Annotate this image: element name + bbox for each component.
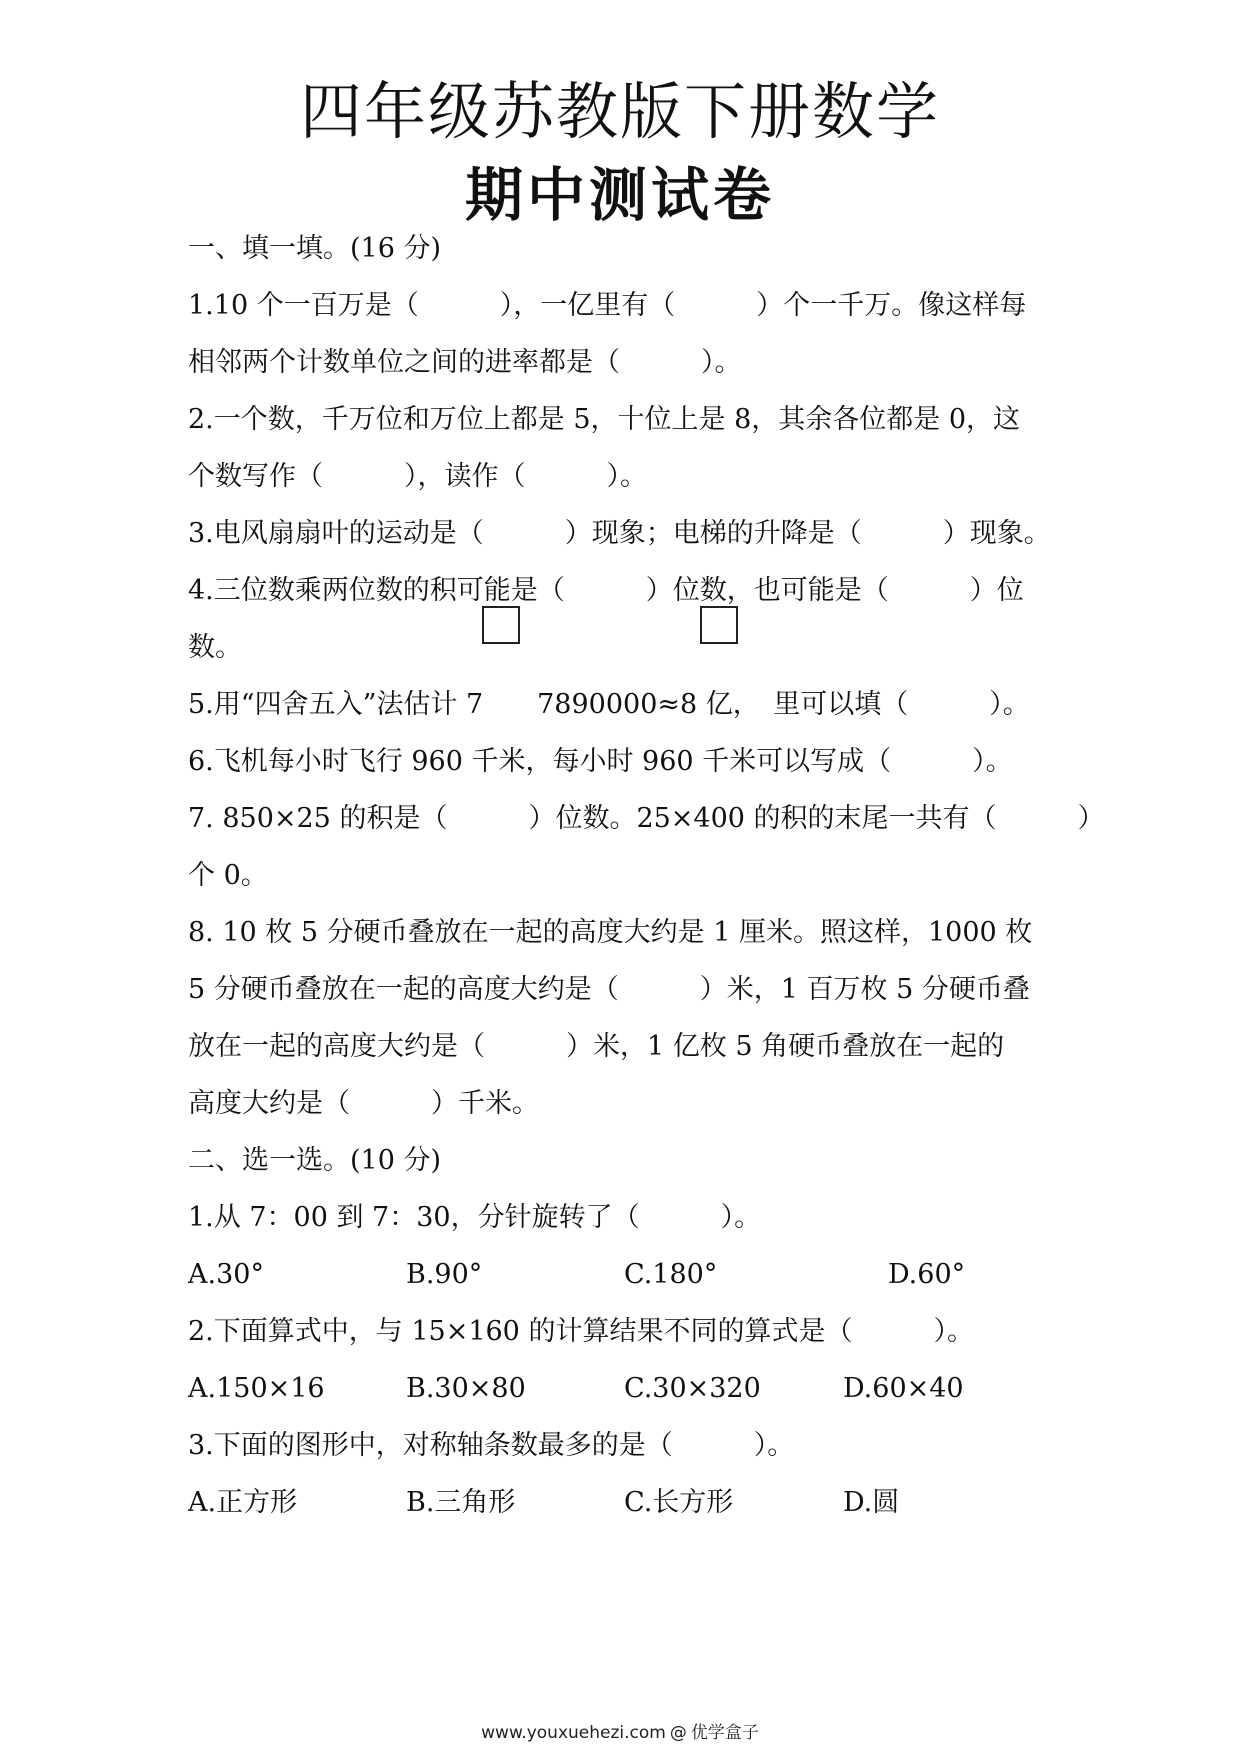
answer-box-1[interactable]: [482, 606, 520, 644]
footer-at: @: [669, 1723, 687, 1743]
footer: [0, 1718, 1240, 1743]
choice-q2-options: [188, 1360, 1068, 1417]
footer-url: www.youxuehezi.com: [481, 1723, 666, 1743]
choice-q2-stem: 2.下面算式中，与 15×160 的计算结果不同的算式是（ ）。: [188, 1316, 974, 1347]
choice-q1-stem: 1.从 7：00 到 7：30，分针旋转了（ ）。: [188, 1202, 762, 1233]
q2-line-1: 2.一个数，千万位和万位上都是 5，十位上是 8，其余各位都是 0，这: [188, 404, 1021, 435]
option-c: C.180°: [624, 1259, 718, 1290]
q6-line-1: 6.飞机每小时飞行 960 千米，每小时 960 千米可以写成（ ）。: [188, 746, 1013, 777]
option-b: B.30×80: [406, 1373, 526, 1404]
q8-line-2: 5 分硬币叠放在一起的高度大约是（ ）米，1 百万枚 5 分硬币叠: [188, 974, 1030, 1005]
option-a: A.30°: [188, 1259, 264, 1290]
option-d: D.圆: [843, 1487, 900, 1518]
choice-q3-options: [188, 1474, 1068, 1531]
option-a: A.正方形: [188, 1487, 298, 1518]
q4-line-1: 4.三位数乘两位数的积可能是（ ）位数，也可能是（ ）位: [188, 575, 1024, 606]
q1-line-2: 相邻两个计数单位之间的进率都是（ ）。: [188, 347, 742, 378]
choice-q1-options: [188, 1246, 1068, 1303]
page-title: 四年级苏教版下册数学: [299, 75, 940, 148]
choice-q3-stem: 3.下面的图形中，对称轴条数最多的是（ ）。: [188, 1430, 795, 1461]
option-b: B.90°: [406, 1259, 483, 1290]
q8-line-4: 高度大约是（ ）千米。: [188, 1088, 539, 1119]
q8-line-3: 放在一起的高度大约是（ ）米，1 亿枚 5 角硬币叠放在一起的: [188, 1031, 1005, 1062]
section-2-header: 二、选一选。(10 分): [188, 1145, 442, 1176]
option-c: C.长方形: [624, 1487, 734, 1518]
q8-line-1: 8. 10 枚 5 分硬币叠放在一起的高度大约是 1 厘米。照这样，1000 枚: [188, 917, 1033, 948]
option-b: B.三角形: [406, 1487, 516, 1518]
option-a: A.150×16: [188, 1373, 325, 1404]
q3-line-1: 3.电风扇扇叶的运动是（ ）现象；电梯的升降是（ ）现象。: [188, 518, 1051, 549]
option-d: D.60×40: [843, 1373, 964, 1404]
q7-line-2: 个 0。: [188, 860, 268, 891]
page-subtitle: 期中测试卷: [464, 161, 775, 229]
option-d: D.60°: [888, 1259, 966, 1290]
q7-line-1: 7. 850×25 的积是（ ）位数。25×400 的积的末尾一共有（ ）: [188, 803, 1105, 834]
q4-line-2: 数。: [188, 632, 242, 663]
q2-line-2: 个数写作（ ），读作（ ）。: [188, 461, 647, 492]
exam-body: [188, 220, 1105, 1531]
option-c: C.30×320: [624, 1373, 761, 1404]
answer-box-2[interactable]: [700, 606, 738, 644]
q1-line-1: 1.10 个一百万是（ ），一亿里有（ ）个一千万。像这样每: [188, 290, 1027, 321]
q5-line-1: 5.用“四舍五入”法估计 7 7890000≈8 亿， 里可以填（ ）。: [188, 689, 1030, 720]
section-1-header: 一、填一填。(16 分): [188, 233, 442, 264]
footer-brand: 优学盒子: [690, 1723, 759, 1743]
